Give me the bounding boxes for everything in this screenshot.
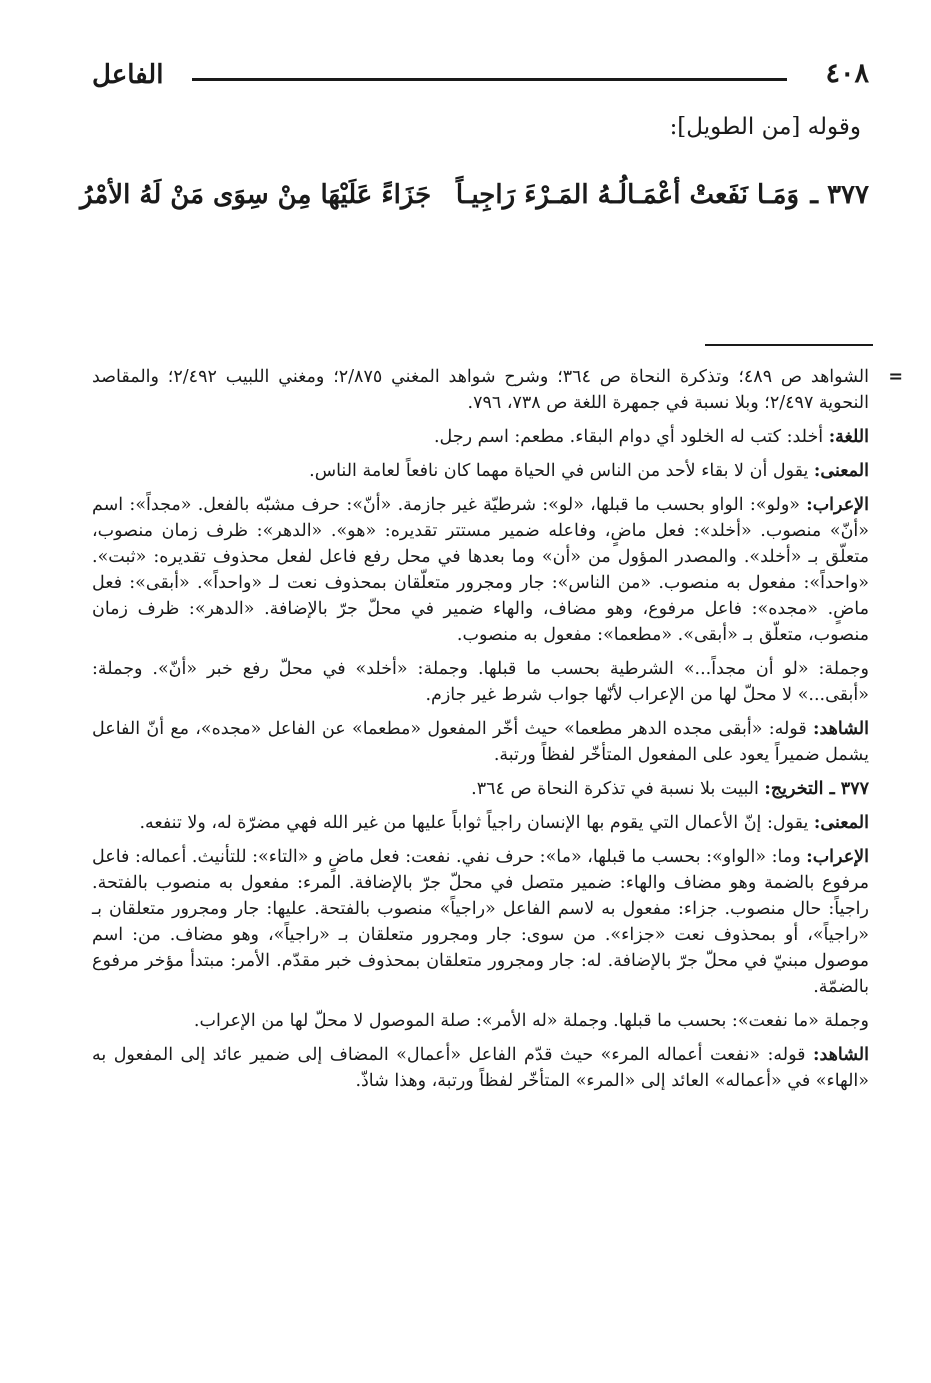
poetry-verse	[80, 180, 869, 224]
paragraph-text: يقول: إنّ الأعمال التي يقوم بها الإنسان راجياً ثواباً عليها من غير الله فهي مضرّة له، ولا تنفعه.	[139, 813, 814, 833]
first-hemistich: وَمَـا نَفَعتْ أعْمَـالُـهُ المَـرْءَ رَاجِيـاً	[455, 180, 799, 210]
footnote-continuation	[92, 364, 903, 416]
footnote-paragraph	[92, 492, 869, 648]
paragraph-text: «ولو»: الواو بحسب ما قبلها، «لو»: شرطيّة غير جازمة. «أنّ»: حرف مشبّه بالفعل. «مجداً»: اسم «أنّ» منصوب. «أخلد»: فعل ماضٍ، وفاعله ضمير مستتر تقديره: «هو». «الدهر»: ظرف زمان منصوب، متعلّق بـ «أخلد». والمصدر المؤول من «أن» وما بعدها في محل رفع فاعل لفعل محذوف تقديره: «ثبت». «واحداً»: مفعول به منصوب. «من الناس»: جار ومجرور متعلّقان بمحذوف نعت لـ «واحداً». «أبقى»: فعل ماضٍ. «مجده»: فاعل مرفوع، وهو مضاف، والهاء ضمير في محلّ جرّ بالإضافة. «الدهر»: ظرف زمان منصوب، متعلّق بـ «أبقى». «مطعما»: مفعول به منصوب.	[92, 495, 869, 645]
paragraph-text: البيت بلا نسبة في تذكرة النحاة ص ٣٦٤.	[471, 779, 765, 799]
paragraph-text: وجملة «ما نفعت»: بحسب ما قبلها. وجملة «له الأمر»: صلة الموصول لا محلّ لها من الإعراب.	[193, 1011, 869, 1031]
page-number: ٤٠٨	[825, 58, 869, 89]
page-header	[92, 52, 869, 92]
footnote-separator	[705, 344, 873, 346]
paragraph-text: وما: «الواو»: بحسب ما قبلها، «ما»: حرف نفي. نفعت: فعل ماضٍ و «التاء»: للتأنيث. أعماله: فاعل مرفوع بالضمة وهو مضاف والهاء: ضمير متصل في محلّ جرّ بالإضافة. المرء: مفعول به منصوب بالفتحة. راجياً: حال منصوب. جزاء: مفعول به لاسم الفاعل «راجياً» منصوب بالفتحة. عليها: جار ومجرور متعلقان بـ «راجياً»، أو بمحذوف نعت «جزاء». من سوى: جار ومجرور متعلقان بـ «راجياً»، وهو مضاف. من: اسم موصول مبنيّ في محلّ جرّ بالإضافة. له: جار ومجرور متعلقان بمحذوف خبر مقدّم. الأمر: مبتدأ مؤخر مرفوع بالضمّة.	[92, 847, 869, 997]
footnote-paragraph	[92, 844, 869, 1000]
running-title: الفاعل	[92, 60, 164, 90]
verse-intro: وقوله [من الطويل]:	[669, 114, 861, 140]
footnotes	[92, 364, 903, 1094]
footnote-paragraph	[92, 810, 869, 836]
footnote-paragraph	[92, 458, 869, 484]
footnote-paragraph	[92, 776, 869, 802]
paragraph-label: ٣٧٧ ـ التخريج:	[764, 779, 869, 799]
footnote-paragraph	[92, 424, 869, 450]
continuation-mark: =	[888, 367, 903, 387]
paragraph-label: الإعراب:	[806, 495, 869, 515]
paragraph-label: المعنى:	[813, 461, 869, 481]
paragraph-text: وجملة: «لو أن مجداً...» الشرطية بحسب ما قبلها. وجملة: «أخلد» في محلّ رفع خبر «أنّ». وجملة: «أبقى...» لا محلّ لها من الإعراب لأنّها جواب شرط غير جازم.	[92, 659, 869, 705]
paragraph-text: يقول أن لا بقاء لأحد من الناس في الحياة مهما كان نافعاً لعامة الناس.	[309, 461, 814, 481]
footnote-paragraph	[92, 716, 869, 768]
footnote-paragraph	[92, 1008, 869, 1034]
paragraph-label: الشاهد:	[812, 1045, 869, 1065]
paragraph-text: قوله: «نفعت أعماله المرء» حيث قدّم الفاعل «أعمال» المضاف إلى ضمير عائد إلى المفعول به «الهاء» في «أعماله» العائد إلى «المرء» المتأخّر لفظاً ورتبة، وهذا شاذّ.	[92, 1045, 869, 1091]
paragraph-label: الإعراب:	[806, 847, 869, 867]
second-hemistich: جَزَاءً عَلَيْهَا مِنْ سِوَى مَنْ لَهُ الأمْرُ	[80, 180, 432, 210]
paragraph-label: اللغة:	[828, 427, 869, 447]
paragraph-text: أخلد: كتب له الخلود أي دوام البقاء. مطعم: اسم رجل.	[433, 427, 829, 447]
footnote-paragraph	[92, 1042, 869, 1094]
paragraph-label: الشاهد:	[812, 719, 869, 739]
paragraph-label: المعنى:	[813, 813, 869, 833]
header-rule	[192, 78, 787, 81]
paragraph-text: قوله: «أبقى مجده الدهر مطعما» حيث أخّر المفعول «مطعما» عن الفاعل «مجده»، مع أنّ الفاعل يشمل ضميراً يعود على المفعول المتأخّر لفظاً ورتبة.	[92, 719, 869, 765]
verse-number: ٣٧٧ ـ	[810, 180, 869, 210]
continuation-text: الشواهد ص ٤٨٩؛ وتذكرة النحاة ص ٣٦٤؛ وشرح شواهد المغني ٢/٨٧٥؛ ومغني اللبيب ٢/٤٩٢؛ والمقاصد النحوية ٢/٤٩٧؛ وبلا نسبة في جمهرة اللغة ص ٧٣٨، ٧٩٦.	[92, 367, 870, 413]
footnote-paragraph	[92, 656, 869, 708]
